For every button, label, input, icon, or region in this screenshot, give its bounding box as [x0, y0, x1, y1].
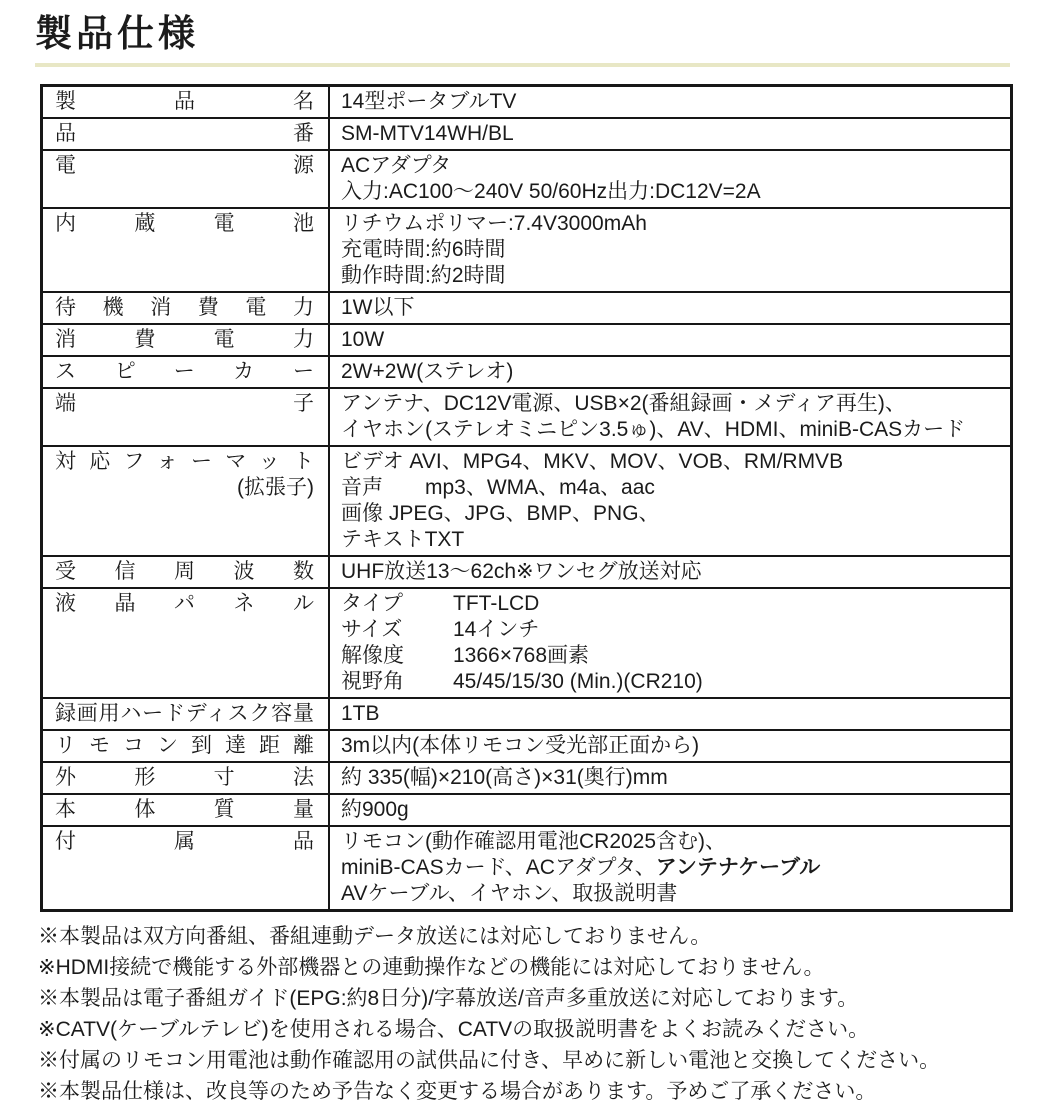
footnotes — [38, 921, 1050, 1107]
spec-val: TFT-LCD — [453, 592, 540, 616]
spec-table — [40, 84, 1013, 912]
spec-value — [341, 617, 1002, 643]
spec-label: 待機消費電力 — [55, 296, 314, 320]
spec-label: 液晶パネル — [55, 592, 314, 616]
spec-value: ACアダプタ — [341, 154, 452, 178]
spec-label: 消費電力 — [55, 328, 314, 352]
spec-value: miniB-CASカード、ACアダプタ、アンテナケーブル — [341, 856, 821, 880]
spec-label: 録画用ハードディスク容量 — [55, 702, 314, 726]
spec-val: 45/45/15/30 (Min.)(CR210) — [453, 670, 703, 694]
spec-val: 1366×768画素 — [453, 644, 590, 668]
spec-value: 約900g — [341, 798, 409, 822]
spec-label: スピーカー — [55, 360, 314, 384]
spec-label: 対応フォーマット — [55, 450, 314, 474]
spec-value: 1TB — [341, 702, 380, 726]
spec-value: 音声 mp3、WMA、m4a、aac — [341, 476, 655, 500]
spec-label: 品番 — [55, 122, 314, 146]
row-remote-range — [43, 731, 1010, 763]
spec-label: 内蔵電池 — [55, 212, 314, 236]
spec-key: 視野角 — [341, 670, 404, 694]
spec-value: ビデオ AVI、MPG4、MKV、MOV、VOB、RM/RMVB — [341, 450, 844, 474]
spec-value — [341, 591, 1002, 617]
footnote-item: ※CATV(ケーブルテレビ)を使用される場合、CATVの取扱説明書をよくお読みください。 — [38, 1018, 870, 1042]
row-formats — [43, 447, 1010, 557]
spec-value: テキストTXT — [341, 528, 465, 552]
spec-value: 14型ポータブルTV — [341, 90, 517, 114]
spec-value: SM-MTV14WH/BL — [341, 122, 514, 146]
spec-value: 充電時間:約6時間 — [341, 238, 506, 262]
footnote-item: ※本製品は双方向番組、番組連動データ放送には対応しておりません。 — [38, 925, 712, 949]
spec-sublabel: (拡張子) — [237, 476, 314, 500]
row-battery — [43, 209, 1010, 293]
footnote-item: ※本製品仕様は、改良等のため予告なく変更する場合があります。予めご了承ください。 — [38, 1080, 877, 1104]
spec-value: 2W+2W(ステレオ) — [341, 360, 514, 384]
row-power — [43, 151, 1010, 209]
spec-value: アンテナ、DC12V電源、USB×2(番組録画・メディア再生)、 — [341, 392, 906, 416]
footnote-item: ※本製品は電子番組ガイド(EPG:約8日分)/字幕放送/音声多重放送に対応しております。 — [38, 987, 859, 1011]
row-accessories — [43, 827, 1010, 909]
spec-key: タイプ — [341, 592, 403, 616]
spec-value: 約 335(幅)×210(高さ)×31(奥行)mm — [341, 766, 668, 790]
spec-label: 電源 — [55, 154, 314, 178]
spec-label: 受信周波数 — [55, 560, 314, 584]
spec-label: 外形寸法 — [55, 766, 314, 790]
spec-label: 本体質量 — [55, 798, 314, 822]
row-hdd-capacity — [43, 699, 1010, 731]
accessory-bold: アンテナケーブル — [655, 856, 821, 880]
spec-label: リモコン到達距離 — [55, 734, 314, 758]
spec-label: 製品名 — [55, 90, 314, 114]
row-weight — [43, 795, 1010, 827]
spec-value — [341, 643, 1002, 669]
spec-value: AVケーブル、イヤホン、取扱説明書 — [341, 882, 678, 906]
row-dimensions — [43, 763, 1010, 795]
row-product-name — [43, 87, 1010, 119]
footnote-item: ※付属のリモコン用電池は動作確認用の試供品に付き、早めに新しい電池と交換してください。 — [38, 1049, 941, 1073]
spec-key: 解像度 — [341, 644, 404, 668]
spec-value: 動作時間:約2時間 — [341, 264, 506, 288]
spec-value: 3m以内(本体リモコン受光部正面から) — [341, 734, 700, 758]
footnote-item: ※HDMI接続で機能する外部機器との連動操作などの機能には対応しておりません。 — [38, 956, 825, 980]
row-lcd-panel — [43, 589, 1010, 699]
row-model-number — [43, 119, 1010, 151]
page-title: 製品仕様 — [35, 13, 199, 54]
spec-key: サイズ — [341, 618, 403, 642]
spec-value: 10W — [341, 328, 385, 352]
spec-value: リチウムポリマー:7.4V3000mAh — [341, 212, 647, 236]
spec-value: 入力:AC100〜240V 50/60Hz出力:DC12V=2A — [341, 180, 761, 204]
spec-value: UHF放送13〜62ch※ワンセグ放送対応 — [341, 560, 702, 584]
row-terminals — [43, 389, 1010, 447]
row-speaker — [43, 357, 1010, 389]
spec-value: イヤホン(ステレオミニピン3.5ゅ)、AV、HDMI、miniB-CASカード — [341, 418, 966, 442]
row-standby-power — [43, 293, 1010, 325]
spec-label: 端子 — [55, 392, 314, 416]
spec-value: 1W以下 — [341, 296, 415, 320]
spec-value — [341, 669, 1002, 695]
spec-value: 画像 JPEG、JPG、BMP、PNG、 — [341, 502, 660, 526]
spec-val: 14インチ — [453, 618, 540, 642]
spec-value: リモコン(動作確認用電池CR2025含む)、 — [341, 830, 727, 854]
row-frequency — [43, 557, 1010, 589]
title-underline — [35, 63, 1010, 67]
row-power-consumption — [43, 325, 1010, 357]
spec-label: 付属品 — [55, 830, 314, 854]
